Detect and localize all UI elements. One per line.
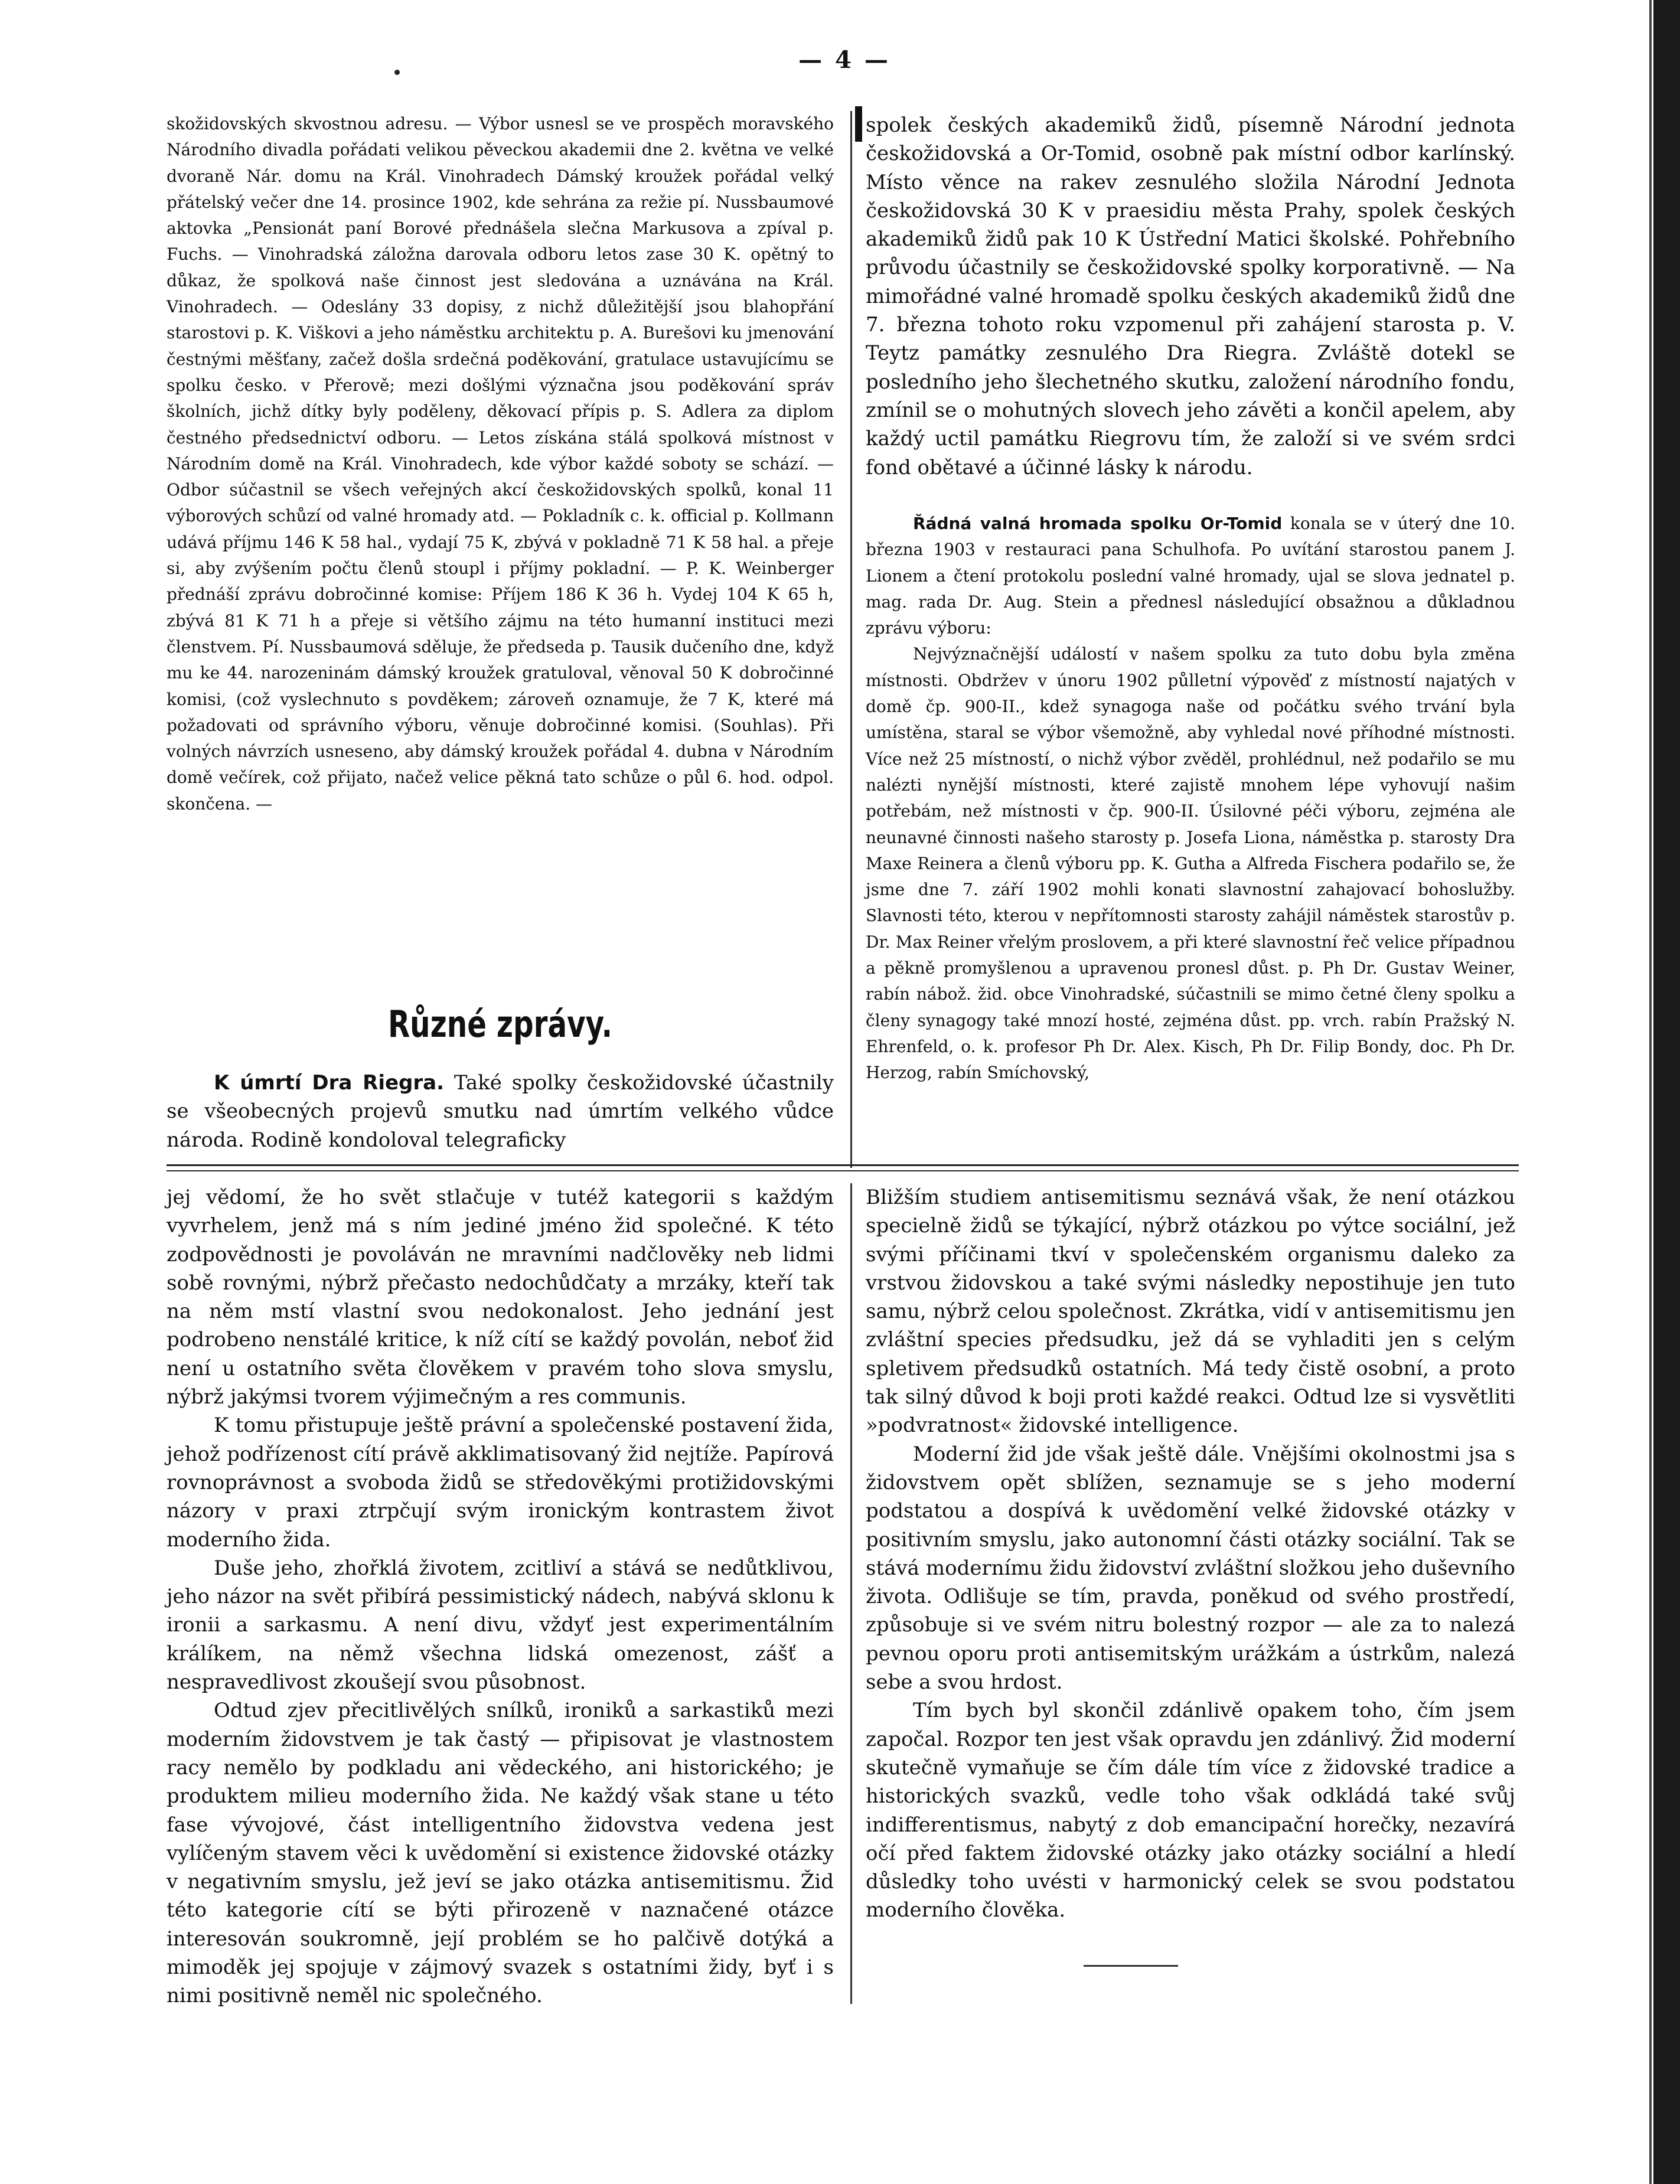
article-paragraph: Odtud zjev přecitlivělých snílků, ironiků a sarkastiků mezi moderním židovstvem je tak častý — připisovat je vlastnostem racy nemělo by podkladu ani vědeckého, ani historického; je produktem milieu moderního žida. Ne každý však stane u této fase vývojové, část intelligentního židovstva vedena jest vylíčeným stavem věci k uvědomění si existence židovské otázky v negativním smyslu, jež jeví se jako otázka antisemitismu. Žid této kategorie cítí se býti přirozeně v naznačené otázce interesován soukromně, její problém se ho palčivě dotýká a mimoděk jej spojuje v zájmový svazek s ostatními židy, byť i s nimi positivně neměl nic společného. xyxy=(167,1699,834,2008)
rieger-notice xyxy=(167,1069,834,1154)
printing-dot xyxy=(394,70,400,75)
column-divider-bottom xyxy=(850,1183,852,2004)
article-paragraph: jej vědomí, že ho svět stlačuje v tutéž kategorii s každým vyvrhelem, jenž má s ním jediné jméno žid společné. K této zodpovědnosti je povoláván ne mravními nadčlověky neb lidmi sobě rovnými, nýbrž přečasto nedochůdčaty a mrzáky, kteří tak na něm mstí vlastní svou nedokonalost. Jeho jednání jest podrobeno nenstálé kritice, k níž cítí se každý povolán, neboť žid není u ostatního světa člověkem v pravém toho slova smyslu, nýbrž jakýmsi tvorem výjimečným a res communis. xyxy=(167,1186,834,1409)
right-top-paragraph: spolek českých akademiků židů, písemně Národní jednota českožidovská a Or-Tomid, osobně pak místní odbor karlínský. Místo věnce na rakev zesnulého složila Národní Jednota českožidovská 30 K v praesidiu města Prahy, spolek českých akademiků židů pak 10 K Ústřední Matici školské. Pohřebního průvodu účastnily se českožidovské spolky korporativně. — Na mimořádné valné hromadě spolku českých akademiků židů dne 7. března tohoto roku vzpomenul při zahájení starosta p. V. Teytz památky zesnulého Dra Riegra. Zvláště dotekl se posledního jeho šlechetného skutku, založení národního fondu, zmínil se o mohutných slovech jeho závěti a končil apelem, aby každý uctil památku Riegrovu tím, že založí si ve svém srdci fond obětavé a účinné lásky k národu. xyxy=(866,113,1515,479)
left-top-column xyxy=(167,111,834,817)
or-tomid-report-body: Nejvýznačnější událostí v našem spolku za tuto dobu byla změna místnosti. Obdržev v únoru 1902 půlletní výpověď z místností najatých v domě čp. 900-II., kdež synagoga naše od počátku svého trvání byla umístěna, staral se výbor všemožně, aby vyhledal nové příhodné místnosti. Více než 25 místností, o nichž výbor zvěděl, prohlédnul, než podařilo se mu nalézti nynější místnosti, které zajistě mnohem lépe vyhovují našim potřebám, než místnosti v čp. 900-II. Úsilovné péči výboru, zejména ale neunavné činnosti našeho starosty p. Josefa Liona, náměstka p. starosty Dra Maxe Reinera a členů výboru pp. K. Gutha a Alfreda Fischera podařilo se, že jsme dne 7. září 1902 mohli konati slavnostní zahajovací bohoslužby. Slavnosti této, kterou v nepřítomnosti starosty zahájil náměstek starostův p. Dr. Max Reiner vřelým proslovem, a při které slavnostní řeč velice případnou a pěkně promyšlenou a upravenou pronesl důst. p. Ph Dr. Gustav Weiner, rabín nábož. žid. obce Vinohradské, súčastnili se mimo četné členy spolku a členy synagogy také mnozí hosté, zejména důst. pp. vrch. rabín Pražský N. Ehrenfeld, o. k. profesor Ph Dr. Alex. Kisch, Ph Dr. Filip Bondy, doc. Ph Dr. Herzog, rabín Smíchovský, xyxy=(866,644,1515,1083)
left-bottom-column xyxy=(167,1183,834,2010)
page-number: — 4 — xyxy=(798,46,890,74)
end-rule xyxy=(1084,1965,1178,1967)
article-paragraph: Moderní žid jde však ještě dále. Vnějšími okolnostmi jsa s židovstvem opět sblížen, seznamuje se s jeho moderní podstatou a dospívá k uvědomění velké židovské otázky v positivním smyslu, jako autonomní části otázky sociální. Tak se stává modernímu židu židovství zvláštní složkou jeho duševního života. Odlišuje se tím, pravda, poněkud od svého prostředí, způsobuje si ve svém nitru bolestný rozpor — ale za to nalezá pevnou oporu proti antisemitským urážkám a ústrkům, nalezá sebe a svou hrdost. xyxy=(866,1442,1515,1695)
rieger-paragraph xyxy=(167,1069,834,1154)
article-paragraph: Tím bych byl skončil zdánlivě opakem toho, čím jsem započal. Rozpor ten jest však opravdu jen zdánlivý. Žid moderní skutečně vymaňuje se čím dále tím více z židovské tradice a historických svazků, vedle toho však odkládá také svůj indifferentismus, nabytý z dob emancipační horečky, nezavírá očí před faktem židovské otázky jako otázky sociální a hledí důsledky toho uvésti v harmonický celek se svou podstatou moderního člověka. xyxy=(866,1699,1515,1922)
article-paragraph: Duše jeho, zhořklá životem, zcitliví a stává se nedůtklivou, jeho názor na svět přibírá pessimistický nádech, nabývá sklonu k ironii a sarkasmu. A není divu, vždyť jest experimentálním králíkem, na němž všechna lidská omezenost, zášť a nespravedlivost zkoušejí svou působnost. xyxy=(167,1556,834,1695)
left-top-paragraph: skožidovských skvostnou adresu. — Výbor usnesl se ve prospěch moravského Národního divadla pořádati velikou pěveckou akademii dne 2. května ve velké dvoraně Nár. domu na Král. Vinohradech Dámský kroužek pořádal velký přátelský večer dne 14. prosince 1902, kde sehrána za režie pí. Nussbaumové aktovka „Pensionát paní Borové přednášela slečna Markusova a zpíval p. Fuchs. — Vinohradská záložna darovala odboru letos zase 30 K. opětný to důkaz, že spolková naše činnost jest sledována a uznávána na Král. Vinohradech. — Odeslány 33 dopisy, z nichž důležitější jsou blahopřání starostovi p. K. Viškovi a jeho náměstku architektu p. A. Burešovi ku jmenování čestnými měšťany, začež došla srdečná poděkování, gratulace ustavujícímu se spolku česko. v Přerově; mezi došlými význačna jsou poděkování správ školních, jichž dítky byly poděleny, děkovací přípis p. S. Adlera za diplom čestného předsednictví odboru. — Letos získána stálá spolková místnost v Národním domě na Král. Vinohradech, kde výbor každé soboty se schází. — Odbor súčastnil se všech veřejných akcí českožidovských spolků, konal 11 výborových schůzí od valné hromady atd. — Pokladník c. k. official p. Kollmann udává příjmu 146 K 58 hal., vydají 75 K, zbývá v pokladně 71 K 58 hal. a přeje si, aby zvýšením počtu členů stoupl i příjmy pokladní. — P. K. Weinberger přednáší zprávu dobročinné komise: Příjem 186 K 36 h. Vydej 104 K 65 h, zbývá 81 K 71 h a přeje si většího zájmu na této humanní instituci mezi členstvem. Pí. Nussbaumová sděluje, že předseda p. Tausik dučeního dne, když mu ke 44. narozeninám dámský kroužek gratuloval, věnoval 50 K dobročinné komisi, (což vyslechnuto s povděkem; zároveň oznamuje, že 7 K, které má požadovati od správního výboru, věnuje dobročinné komisi. (Souhlas). Při volných návrzích usneseno, aby dámský kroužek pořádal 4. dubna v Národním domě večírek, což přijato, načež velice pěkná tato schůze o půl 6. hod. odpol. skončena. — xyxy=(167,114,834,814)
rieger-heading: K úmrtí Dra Riegra. xyxy=(214,1071,445,1095)
article-paragraph: Bližším studiem antisemitismu seznává však, že není otázkou specielně židů se týkající, nýbrž otázkou po výtce sociální, jež svými příčinami tkví v společenském organismu daleko za vrstvou židovskou a také svými následky nepostihuje jen tuto samu, nýbrž celou společnost. Zkrátka, vidí v antisemitismu jen zvláštní species předsudku, jež dá se vyhladiti jen s celým spletivem předsudků ostatních. Má tedy čistě osobní, a proto tak silný důvod k boji proti každé reakci. Odtud lze si vysvětliti »podvratnost« židovské intelligence. xyxy=(866,1186,1515,1438)
or-tomid-paragraph xyxy=(866,511,1515,641)
column-divider xyxy=(850,111,852,1168)
section-title: Různé zprávy. xyxy=(387,1003,613,1046)
page-edge-shadow xyxy=(1649,0,1652,2184)
or-tomid-heading: Řádná valná hromada spolku Or-Tomid xyxy=(913,514,1283,533)
or-tomid-report xyxy=(866,511,1515,1086)
right-top-column xyxy=(866,111,1515,482)
right-bottom-column xyxy=(866,1183,1515,1925)
article-paragraph: K tomu přistupuje ještě právní a společenské postavení žida, jehož podřízenost cítí právě akklimatisovaný žid nejtíže. Papírová rovnoprávnost a svoboda židů se středověkými protižidovskými názory v praxi ztrpčují svým ironickým kontrastem život moderního žida. xyxy=(167,1413,834,1552)
page-edge xyxy=(1653,0,1680,2184)
or-tomid-text: konala se v úterý dne 10. března 1903 v restauraci pana Schulhofa. Po uvítání starostou panem J. Lionem a čtení protokolu poslední valné hromady, ujal se slova jednatel p. mag. rada Dr. Aug. Stein a přednesl následující obsažnou a důkladnou zprávu výboru: xyxy=(866,514,1515,638)
horizontal-rule-thin xyxy=(167,1170,1519,1171)
column-mark xyxy=(855,106,862,142)
rieger-text: Také spolky českožidovské účastnily se všeobecných projevů smutku nad úmrtím velkého vůdce národa. Rodině kondoloval telegraficky xyxy=(167,1071,834,1152)
horizontal-rule xyxy=(167,1164,1519,1166)
